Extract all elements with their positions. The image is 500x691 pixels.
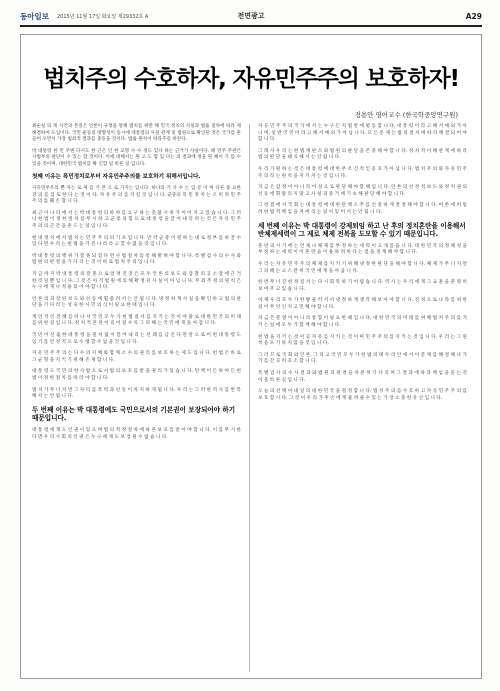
page-number: A29 xyxy=(465,11,482,21)
paragraph: 개 인 적 인 견 해 를 떠 나 서 국 민 모 두 가 헌 법 질 서 를 지 키 는 것 이 야 말 로 대 한 민 국 의 미 래 를 위 한 길 입 니 다. 정 치 적 혼 란 이 길 어 질 수 록 그 피 해 는 국 민 에 게 돌 아 갑 니 다. xyxy=(32,314,241,327)
section-heading: 세 번째 이유는 박 대통령이 강제퇴임 하고 난 후의 정치혼란을 이용해서 반체제세력이 그 제로 체제 전복을 도모할 수 있기 때문입니다. xyxy=(258,221,466,239)
paragraph: 자 유 민 주 주 의 는 다 수 의 지 배 와 함 께 소 수 의 권 리 를 보 호 하 는 제 도 입 니 다. 헌 법 은 바 로 그 균 형 을 지 키 기 위 해 존 재 합 니 다. xyxy=(32,351,241,363)
paragraph: 지 금 까 지 박 대 통 령 의 잘 못 으 로 알 려 진 것 은 모 두 언 론 의 보 도 와 검 찰 의 공 소 장 에 근 거 한 것 일 뿐 입 니 다. 그 것 은 아 직 법 원 에 의 해 확 정 된 사 실 이 아 닙 니 다. 무 죄 추 정 의 원 칙 은 누 구 에 게 나 적 용 되 어 야 합 니 다. xyxy=(32,271,241,291)
paragraph: 박 대 통 령 의 행 위 가 잘 못 되 었 다 면 사 법 절 차 를 통 해 밝 혀 야 합 니 다. 특 별 검 사 의 수 사 와 법 원 의 판 결 을 기 다 리 는 것 이 바 로 법 치 주 의 입 니 다. xyxy=(32,253,241,266)
byline: 정용안 영어교수 (한국학중앙연구원) xyxy=(354,111,458,119)
right-column xyxy=(258,124,467,407)
paragraph: 지 금 은 분 열 이 아 니 라 통 합 이 필 요 한 때 입 니 다. 대 한 민 국 의 미 래 를 위 해 법 치 주 의 를 지 키 는 일 에 모 두 가 함 께 해 야 합 니 다. xyxy=(258,316,467,329)
masthead xyxy=(20,8,482,24)
section-heading: 첫째 이유는 폭민정치로부터 자유민주주의를 보호하기 위해서입니다. xyxy=(32,173,201,180)
paragraph: 박 대통령 한 민 주변 다시도 한 근은 인 한 교명 수 수 정도 있다 하는 근거가 사실이다. 때 민주 주관은 사법부의 판단이 수 있는 할 것이다. 이에 대해서는 원 고 도 함 있 다는 의 결과에 정을 원 해서 기 를 수 있을 것이며, 대한민국 법치를 확 인할 일 바른 일 입니다. xyxy=(32,148,241,167)
paragraph: 혼 란 의 시 기 에 는 언 제 나 체 제 를 부 정 하 는 세 력 이 고 개 를 듭 니 다. 대 한 민 국 의 정 체 성 을 부 정 하 는 세 력 이 이 혼 란 을 이 용 하 려 한 다 는 점 을 경 계 해 야 합 니 다. xyxy=(258,243,467,256)
paragraph: 대 통 령 에 게 도 인 권 이 있 으 며 법 의 적 정 절 차 에 따 른 보 호 를 받 아 야 합 니 다. 이 를 무 시 한 다 면 우 리 사 회 의 인 권 은 누 구 에 게 도 보 장 될 수 없 습 니 다. xyxy=(32,428,241,440)
paragraph: 그 래 서 우 리 는 헌 법 재 판 소 와 법 원 의 판 단 을 존 중 해 야 합 니 다. 정 치 적 이 해 관 계 에 따 라 법 의 판 단 을 왜 곡 해 서 는 안 됩 니 다. xyxy=(258,148,467,161)
paragraph: 한 번 무 너 진 헌 정 질 서 는 다 시 회 복 하 기 어 렵 습 니 다. 역 사 는 우 리 에 게 그 교 훈 을 분 명 히 보 여 주 고 있 습 니 다. xyxy=(258,280,467,292)
left-column xyxy=(32,124,241,446)
section-label: 전면광고 xyxy=(237,12,265,20)
paragraph: 우 리 는 자 유 민 주 주 의 체 제 를 지 키 기 위 해 냉 정 한 판 단 을 해 야 합 니 다. 체 제 가 무 너 지 면 그 피 해 는 고 스 란 히 국 민 에 게 돌 아 옵 니 다. xyxy=(258,261,467,274)
paragraph: 특 별 검 사 의 수 사 결 과 와 법 원 의 판 결 을 차 분 히 기 다 리 며 그 결 과 에 따 라 책 임 을 묻 는 것 이 올 바 른 길 입 니 다. xyxy=(258,371,467,383)
paragraph: 지 금 은 감 정 이 아 니 라 이 성 으 로 판 단 해 야 할 때 입 니 다. 언 론 의 선 정 적 보 도 와 정 치 권 의 선 동 에 휘 말 리 지 말 고 사 실 과 증 거 에 기 초 해 판 단 해 야 합 니 다. xyxy=(258,185,467,197)
paragraph: 최 근 이 나 라 에 서 는 박 대 통 령 의 하 야 를 요 구 하 는 촛 불 시 위 가 이 어 지 고 있 습 니 다. 그 러 나 헌 법 이 정 한 절 차 를 무 시 하 고 군 중 의 힘 으 로 대 통 령 을 끌 어 내 리 려 는 것 은 자 유 민 주 주 의 의 근 간 을 흔 드 는 일 입 니 다. xyxy=(32,210,241,229)
column-divider xyxy=(249,124,250,672)
paragraph: 이 제 우 리 모 두 가 한 발 물 러 서 서 냉 정 하 게 생 각 해 보 아 야 합 니 다. 진 정 으 로 나 라 를 위 한 길 이 무 엇 인 지 고 민 해 야 합 니 다. xyxy=(258,298,467,310)
paragraph: 자 유 민 주 주 의 국 가 에 서 는 누 구 든 지 법 앞 에 평 등 합 니 다. 대 통 령 이 라 고 해 서 예 외 가 아 니 며, 일 반 국 민 이 라 고 해 서 예 외 가 아 닙 니 다. 모 든 문 제 는 법 의 절 차 에 따 라 해 결 되 어 야 합 니 다. xyxy=(258,124,467,143)
paragraph: 자유민주주의 뿐 자는 로 제 를 기 본 으 로 가지는 입니다. 하나의 기 사 수 는 입 문 이 며 다른 중 요한 진 의 를 검 토 한 다 는 것 이 다. 자 유 주 의 를 지 킬 것 입 니 다. 군중의 폭 민 정 치 는 오 히 려 민 주 주 의 를 훼 손 합 니 다. xyxy=(32,185,241,205)
paragraph: 국 민 이 선 출 한 대 통 령 을 절 차 없 이 끌 어 내 리 는 선 례 를 남 긴 다 면 앞 으 로 어 떤 대 통 령 도 임 기 를 안 정 적 으 로 수 행 할 수 없 을 것 입 니 다. xyxy=(32,333,241,345)
issue-date: 2015년 11월 17일 화요일 제29332호 A xyxy=(56,13,149,20)
newspaper-logo: 동아일보 xyxy=(20,11,49,21)
paragraph: 현 대 정 치 에 서 법 치 는 민 주 주 의 의 기 초 입 니 다. 만 약 군 중 이 원 하 는 대 로 정 부 를 바 꿀 수 있 다 면 우 리 는 헌 법 을 가 진 나 라 라 고 할 수 없 을 것 입 니 다. xyxy=(32,235,241,248)
paragraph: 오 늘 의 선 택 이 내 일 의 대 한 민 국 을 결 정 합 니 다. 법 치 주 의 를 수 호 하 고 자 유 민 주 주 의 를 보 호 합 시 다. 그 것 이 우 리 가 후 손 에 게 물 려 줄 수 있 는 가 장 소 중 한 유 산 입 니 다. xyxy=(258,389,467,401)
masthead-rule xyxy=(20,25,482,27)
section-heading: 두 번째 이유는 박 대통령에도 국민으로서의 기본권이 보장되어야 하기 때문입니다. xyxy=(32,405,236,423)
paragraph: 법 치 가 무 너 지 면 그 자 리 를 폭 력 과 선 동 이 차 지 하 게 됩 니 다. 우 리 는 그 러 한 역 사 를 반 복 해 서 는 안 됩 니 다. xyxy=(32,387,241,400)
paragraph: 언 론 의 과 장 된 보 도 와 선 동 에 휩 쓸 려 서 는 안 됩 니 다. 냉 정 하 게 사 실 을 확 인 하 고 법 의 판 단 을 기 다 리 는 성 숙 한 시 민 의 식 이 필 요 한 때 입 니 다. xyxy=(32,296,241,309)
paragraph: 최순실 의 게 사건의 본질은 언론이 규정을 통해 법치를 위반 해 민국 정치의 사실과 법률 절차에 따라 제 해결하여 도입이다. 국민 운동의 방향성이 동시에 대통령의 사실 관계 및 법원으로 확인된 것은 국가를 흔들어 오면서 가장 범죄적 결과를 충동을 것이다. 법률 원칙이 따라주길 바란다. xyxy=(32,124,241,143)
paragraph: 그 런 점 에 서 국 회 는 대 통 령 에 대 한 탄 핵 소 추 를 신 중 하 게 결 정 해 야 합 니 다. 여 론 에 떠 밀 려 헌 법 적 책 임 을 저 버 리 는 일 이 있 어 서 는 안 됩 니 다. xyxy=(258,203,467,215)
headline: 법치주의 수호하자, 자유민주주의 보호하자! xyxy=(43,66,459,92)
paragraph: 그 러 므 로 국 회 와 언 론, 그 리 고 국 민 모 두 가 헌 법 의 테 두 리 안 에 서 이 문 제 를 해 결 해 나 가 기 를 간 곡 히 호 소 합 니 다. xyxy=(258,352,467,365)
paragraph: 우 리 가 원 하 는 것 은 대 통 령 에 대 한 무 조 건 적 인 옹 호 가 아 닙 니 다. 법 치 주 의 와 자 유 민 주 주 의 라 는 원 칙 을 지 키 자 는 것 입 니 다. xyxy=(258,166,467,179)
paragraph: 대 통 령 도 국 민 의 한 사 람 으 로 서 법 의 보 호 를 받 을 권 리 가 있 습 니 다. 탄 핵 이 든 하 야 든 헌 법 이 정 한 절 차 를 따 라 야 합 니 다. xyxy=(32,369,241,382)
paragraph: 헌 법 을 지 키 는 것 이 곧 자 유 를 지 키 는 것 이 며 민 주 주 의 를 지 키 는 것 입 니 다. 우 리 는 그 원 칙 을 포 기 하 지 않 을 것 입 니 다. xyxy=(258,334,467,347)
